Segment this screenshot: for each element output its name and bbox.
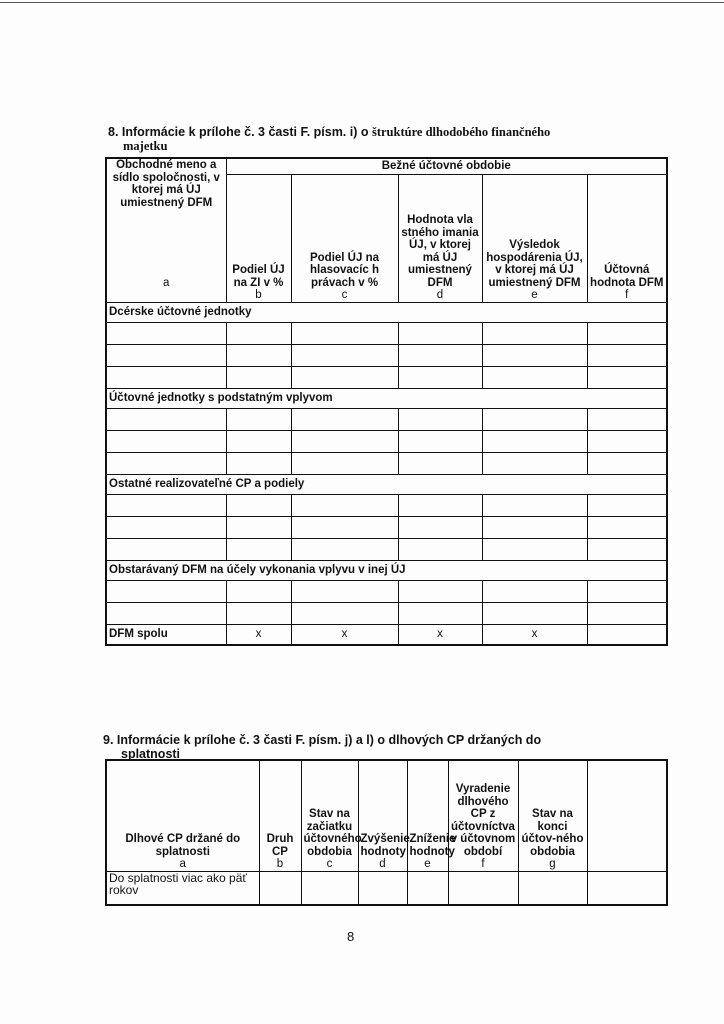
table-cell[interactable] — [482, 494, 587, 516]
section-title: Dcérske účtovné jednotky — [106, 302, 667, 322]
table-cell[interactable] — [291, 602, 398, 624]
table-cell[interactable] — [398, 580, 482, 602]
row-label: Do splatnosti viac ako päť rokov — [106, 871, 259, 905]
table-cell[interactable] — [226, 538, 291, 560]
table-cell[interactable] — [106, 322, 226, 344]
column-header: Podiel ÚJ na hlasovacíc h právach v % c — [291, 174, 398, 302]
section-row — [106, 560, 667, 580]
scan-edge-line — [0, 2, 724, 3]
header-period: Bežné účtovné obdobie — [226, 158, 667, 174]
table-cell[interactable] — [226, 322, 291, 344]
table-cell[interactable] — [587, 430, 667, 452]
table-row — [106, 430, 667, 452]
table-cell[interactable] — [482, 322, 587, 344]
table-row — [106, 538, 667, 560]
table-cell[interactable] — [482, 602, 587, 624]
table-cell[interactable] — [226, 408, 291, 430]
table-cell[interactable] — [398, 430, 482, 452]
table-cell[interactable] — [106, 452, 226, 474]
table-cell[interactable] — [518, 871, 587, 905]
table-cell[interactable] — [226, 366, 291, 388]
table-cell[interactable] — [106, 516, 226, 538]
section-row — [106, 474, 667, 494]
header-company: Obchodné meno a sídlo spoločnosti, v ktorej má ÚJ umiestnený DFM a — [106, 158, 226, 302]
table-cell[interactable] — [398, 322, 482, 344]
table-cell[interactable] — [358, 871, 407, 905]
table-cell[interactable] — [482, 538, 587, 560]
table-cell[interactable] — [291, 408, 398, 430]
table-cell[interactable] — [448, 871, 518, 905]
table-cell[interactable] — [398, 366, 482, 388]
heading-text: majetku — [123, 139, 168, 153]
table-cell[interactable] — [106, 538, 226, 560]
table-cell[interactable] — [226, 516, 291, 538]
column-header: Stav na začiatku účtovného obdobia c — [301, 760, 358, 871]
table-cell[interactable] — [587, 538, 667, 560]
table-cell[interactable] — [226, 580, 291, 602]
table-row — [106, 408, 667, 430]
heading-text: štruktúre dlhodobého finančného — [371, 125, 551, 139]
table-cell[interactable] — [587, 408, 667, 430]
column-header: Podiel ÚJ na ZI v % b — [226, 174, 291, 302]
heading-text: 9. Informácie k prílohe č. 3 časti F. písm. j) a l) o dlhových CP držaných do — [103, 733, 542, 747]
table-cell[interactable] — [226, 344, 291, 366]
column-header: Účtovná hodnota DFM f — [587, 174, 667, 302]
table-cell[interactable] — [291, 516, 398, 538]
total-row — [106, 624, 667, 645]
table-cell[interactable] — [482, 344, 587, 366]
table-row — [106, 516, 667, 538]
table-row — [106, 602, 667, 624]
table-cell[interactable] — [587, 452, 667, 474]
table-cell[interactable] — [398, 516, 482, 538]
table-cell[interactable] — [482, 516, 587, 538]
section-row — [106, 302, 667, 322]
table-row — [106, 366, 667, 388]
dfm-structure-table — [105, 157, 668, 646]
table-cell[interactable] — [482, 408, 587, 430]
table-cell[interactable] — [226, 602, 291, 624]
table-cell[interactable] — [398, 408, 482, 430]
table-cell[interactable] — [587, 871, 667, 905]
total-cell: x — [226, 624, 291, 645]
table-cell[interactable] — [106, 344, 226, 366]
total-cell: x — [398, 624, 482, 645]
column-header: Dlhové CP držané do splatnosti a — [106, 760, 259, 871]
table-cell[interactable] — [587, 344, 667, 366]
table-row — [106, 871, 667, 905]
table-cell[interactable] — [291, 344, 398, 366]
table-cell[interactable] — [482, 580, 587, 602]
page-number: 8 — [347, 929, 355, 944]
table-cell[interactable] — [106, 602, 226, 624]
table-cell[interactable] — [106, 580, 226, 602]
section-title: Účtovné jednotky s podstatným vplyvom — [106, 388, 667, 408]
table-cell[interactable] — [291, 580, 398, 602]
table-row — [106, 322, 667, 344]
table-cell[interactable] — [398, 602, 482, 624]
table-cell[interactable] — [226, 430, 291, 452]
table-cell[interactable] — [398, 452, 482, 474]
column-header: Hodnota vla stného imania ÚJ, v ktorej má ÚJ umiestnený DFM d — [398, 174, 482, 302]
table-cell[interactable] — [291, 494, 398, 516]
table-cell[interactable] — [291, 452, 398, 474]
table-cell[interactable] — [407, 871, 448, 905]
table-cell[interactable] — [587, 580, 667, 602]
table-cell[interactable] — [301, 871, 358, 905]
table-cell[interactable] — [587, 494, 667, 516]
table-cell[interactable] — [587, 322, 667, 344]
table-cell[interactable] — [106, 494, 226, 516]
section-8-heading — [108, 125, 550, 153]
table-cell[interactable] — [291, 430, 398, 452]
column-header: Vyradenie dlhového CP z účtovníctva v účtovnom období f — [448, 760, 518, 871]
table-row — [106, 344, 667, 366]
table-cell[interactable] — [106, 366, 226, 388]
total-cell: x — [482, 624, 587, 645]
table-cell[interactable] — [226, 452, 291, 474]
total-label: DFM spolu — [106, 624, 226, 645]
column-header: Výsledok hospodárenia ÚJ, v ktorej má ÚJ umiestnený DFM e — [482, 174, 587, 302]
section-title: Ostatné realizovateľné CP a podiely — [106, 474, 667, 494]
table-cell[interactable] — [482, 366, 587, 388]
column-header: Zníženie hodnoty e — [407, 760, 448, 871]
table-cell[interactable] — [291, 366, 398, 388]
section-9-heading — [103, 733, 541, 761]
table-row — [106, 452, 667, 474]
table-cell[interactable] — [291, 322, 398, 344]
table-cell[interactable] — [106, 408, 226, 430]
table-cell[interactable] — [587, 366, 667, 388]
heading-text: 8. Informácie k prílohe č. 3 časti F. písm. i) o — [108, 125, 372, 139]
table-cell[interactable] — [482, 430, 587, 452]
column-header: Zvýšenie hodnoty d — [358, 760, 407, 871]
table-cell[interactable] — [291, 538, 398, 560]
heading-text: splatnosti — [121, 747, 181, 761]
section-row — [106, 388, 667, 408]
debt-securities-table — [105, 759, 668, 906]
table-cell[interactable] — [259, 871, 301, 905]
table-cell[interactable] — [226, 494, 291, 516]
total-cell: x — [291, 624, 398, 645]
total-cell — [587, 624, 667, 645]
table-cell[interactable] — [587, 602, 667, 624]
table-cell[interactable] — [106, 430, 226, 452]
table-row — [106, 494, 667, 516]
table-cell[interactable] — [398, 344, 482, 366]
table-cell[interactable] — [482, 452, 587, 474]
table-cell[interactable] — [398, 538, 482, 560]
table-cell[interactable] — [398, 494, 482, 516]
table-cell[interactable] — [587, 516, 667, 538]
column-header: Druh CP b — [259, 760, 301, 871]
section-title: Obstarávaný DFM na účely vykonania vplyvu v inej ÚJ — [106, 560, 667, 580]
table-row — [106, 580, 667, 602]
column-header: Stav na konci účtov-ného obdobia g — [518, 760, 587, 871]
